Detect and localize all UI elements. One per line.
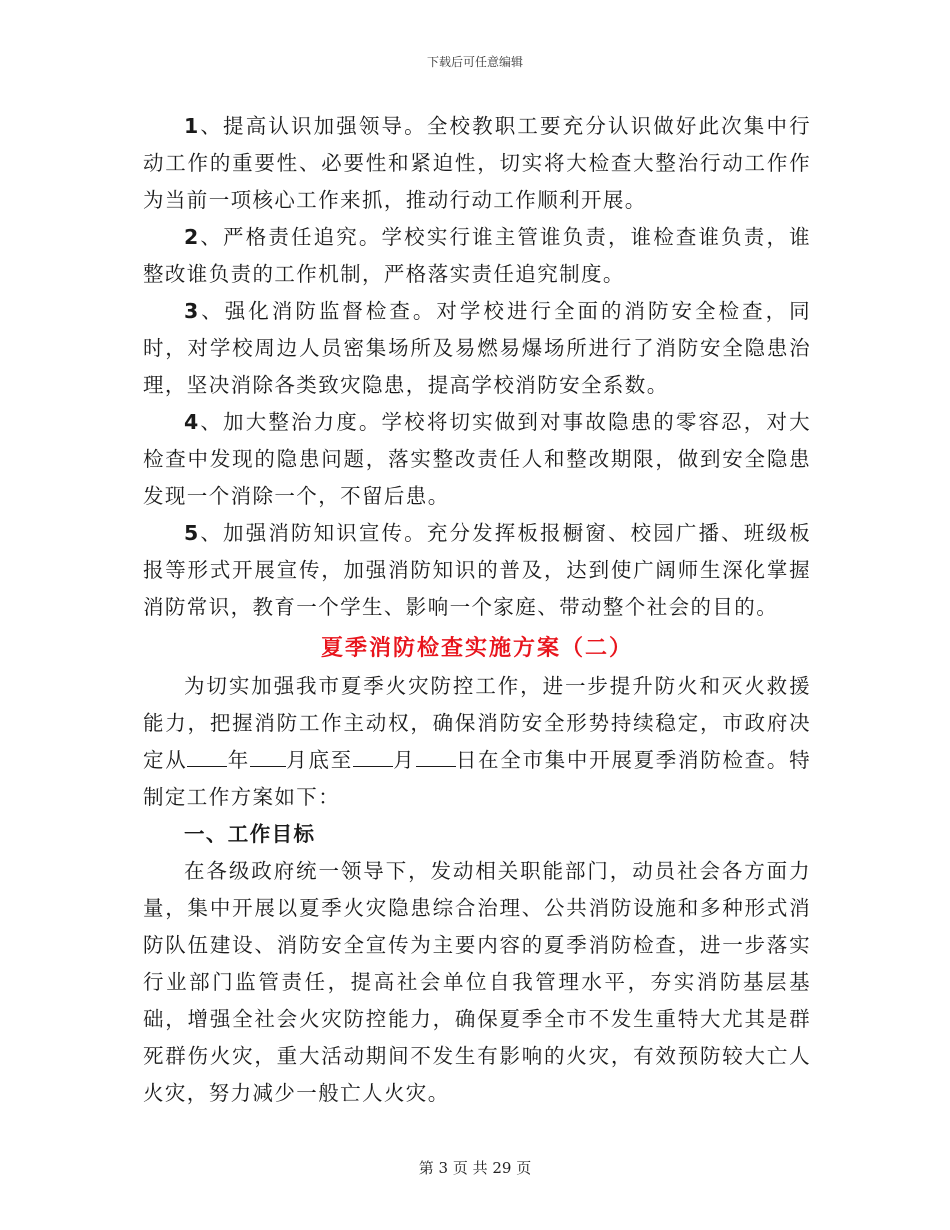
intro-text-3: 月底至 xyxy=(285,748,353,772)
blank-line xyxy=(416,746,456,767)
item-text: 、严格责任追究。学校实行谁主管谁负责，谁检查谁负责，谁整改谁负责的工作机制，严格落实责任追究制度。 xyxy=(143,225,811,286)
item-number: 1 xyxy=(184,114,200,138)
blank-line xyxy=(250,746,286,767)
item-number: 4 xyxy=(184,410,200,434)
document-body xyxy=(143,108,811,1112)
intro-paragraph xyxy=(143,668,811,816)
item-number: 5 xyxy=(184,521,200,545)
measure-item-4 xyxy=(143,404,811,515)
page-header-note: 下载后可任意编辑 xyxy=(426,55,523,69)
measure-item-3 xyxy=(143,293,811,404)
intro-text-1: 为切实加强我市夏季火灾防控工作，进一步提升防火和灭火救援能力，把握消防工作主动权，确保消防安全形势持续稳定，市政府决定从 xyxy=(143,674,811,772)
intro-text-4: 月 xyxy=(392,748,416,772)
measure-item-1 xyxy=(143,108,811,219)
item-number: 2 xyxy=(184,225,200,249)
measure-item-2 xyxy=(143,219,811,293)
item-text: 、提高认识加强领导。全校教职工要充分认识做好此次集中行动工作的重要性、必要性和紧迫性，切实将大检查大整治行动工作作为当前一项核心工作来抓，推动行动工作顺利开展。 xyxy=(143,114,811,212)
blank-line xyxy=(187,746,227,767)
blank-line xyxy=(353,746,393,767)
intro-text-5: 日在全市集中开展夏季消防检查。特制定工作方案如下： xyxy=(143,748,812,809)
item-text: 、加大整治力度。学校将切实做到对事故隐患的零容忍，对大检查中发现的隐患问题，落实整改责任人和整改期限，做到安全隐患发现一个消除一个，不留后患。 xyxy=(143,410,811,508)
page-footer: 第 3 页 共 29 页 xyxy=(418,1159,532,1177)
section-title: 夏季消防检查实施方案（二） xyxy=(320,635,633,661)
item-number: 3 xyxy=(184,299,200,323)
measure-item-5 xyxy=(143,515,811,626)
intro-text-2: 年 xyxy=(227,748,250,772)
item-text: 、加强消防知识宣传。充分发挥板报橱窗、校园广播、班级板报等形式开展宣传，加强消防知识的普及，达到使广阔师生深化掌握消防常识，教育一个学生、影响一个家庭、带动整个社会的目的。 xyxy=(143,521,811,619)
goal-paragraph: 在各级政府统一领导下，发动相关职能部门，动员社会各方面力量，集中开展以夏季火灾隐患综合治理、公共消防设施和多种形式消防队伍建设、消防安全宣传为主要内容的夏季消防检查，进一步落实行业部门监管责任，提高社会单位自我管理水平，夯实消防基层基础，增强全社会火灾防控能力，确保夏季全市不发生重特大尤其是群死群伤火灾，重大活动期间不发生有影响的火灾，有效预防较大亡人火灾，努力减少一般亡人火灾。 xyxy=(143,859,811,1105)
heading-work-goal: 一、工作目标 xyxy=(184,822,316,846)
item-text: 、强化消防监督检查。对学校进行全面的消防安全检查，同时，对学校周边人员密集场所及易燃易爆场所进行了消防安全隐患治理，坚决消除各类致灾隐患，提高学校消防安全系数。 xyxy=(143,299,811,397)
